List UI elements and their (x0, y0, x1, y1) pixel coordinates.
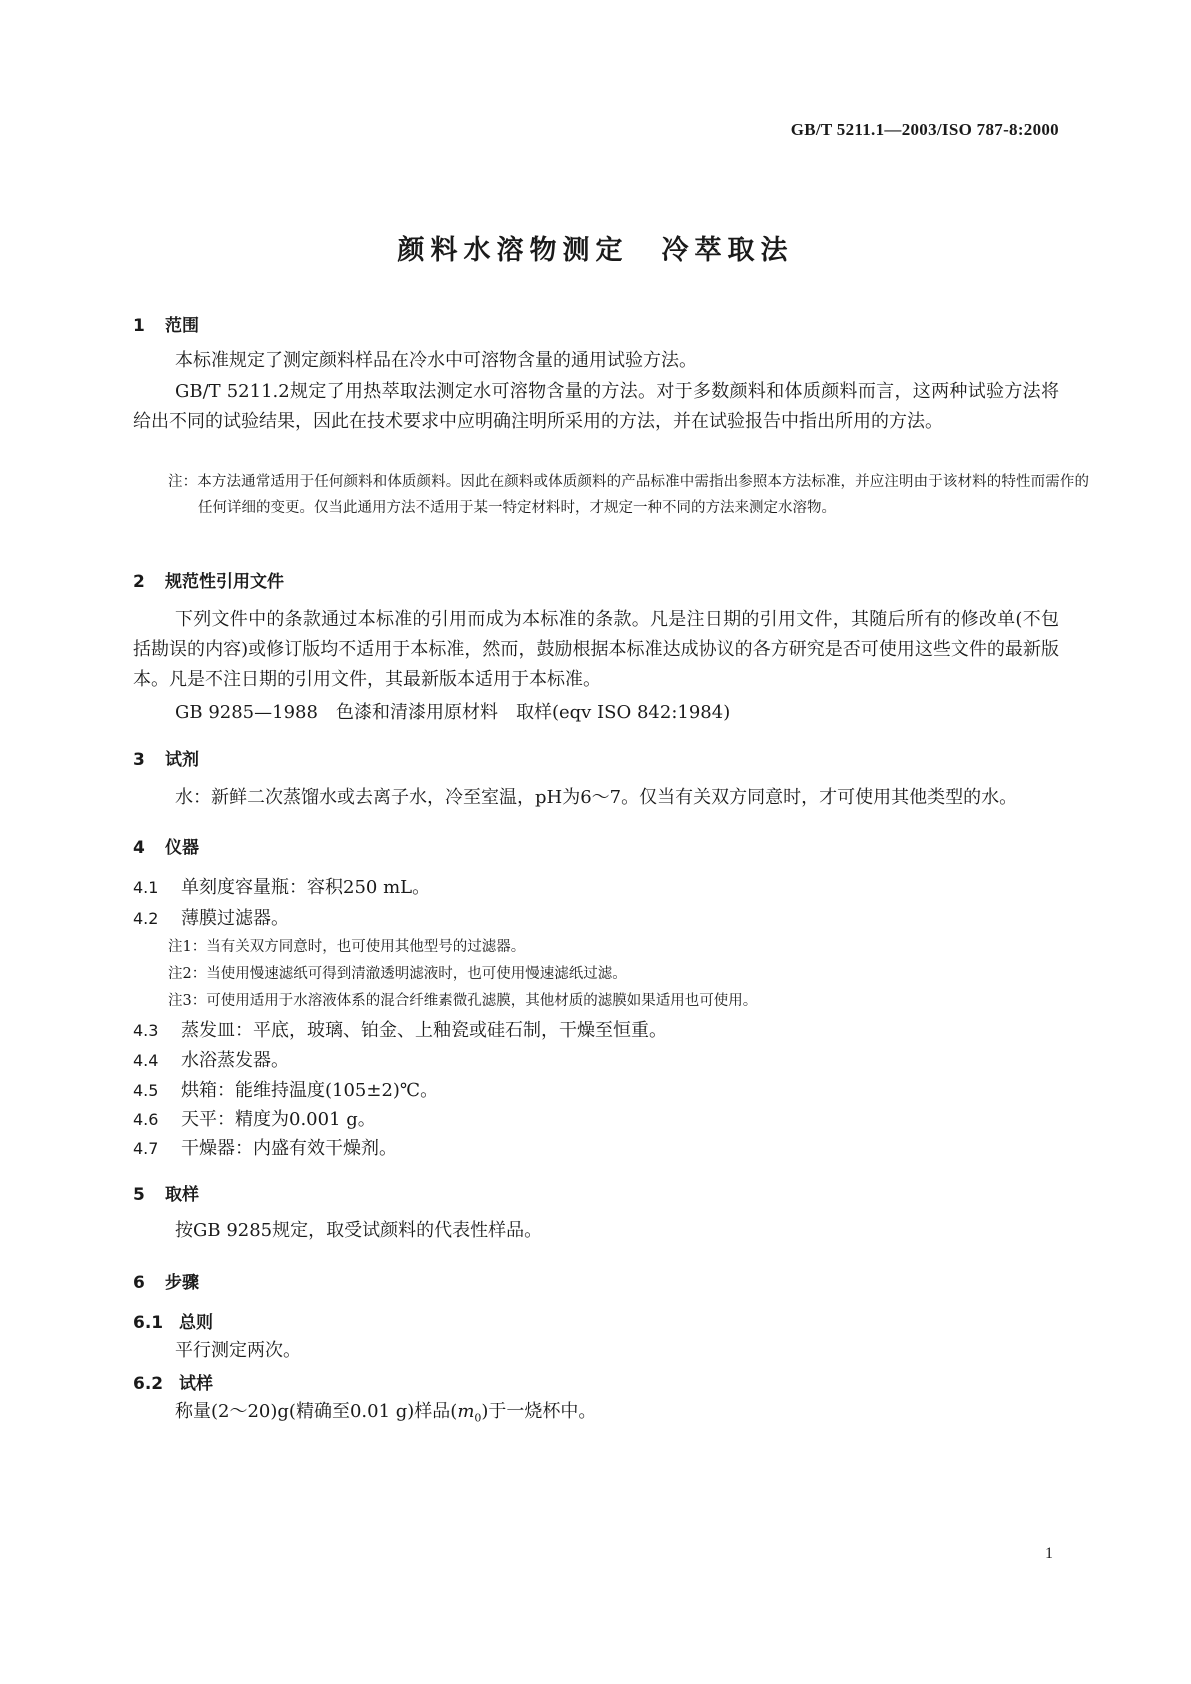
item-number: 4.2 (133, 909, 159, 928)
subsection-number: 6.2 (133, 1374, 164, 1394)
subsection-title: 试样 (179, 1374, 213, 1394)
item-number: 4.5 (133, 1081, 159, 1100)
text: )于一烧杯中。 (481, 1401, 597, 1422)
list-item (133, 904, 289, 930)
paragraph: 本标准规定了测定颜料样品在冷水中可溶物含量的通用试验方法。 (175, 350, 697, 371)
variable-subscript: 0 (474, 1411, 482, 1425)
section-title: 步骤 (165, 1273, 199, 1293)
section-6-heading (133, 1268, 199, 1293)
note: 注1：当有关双方同意时，也可使用其他型号的过滤器。 (168, 939, 526, 955)
text: 称量(2～20)g(精确至0.01 g)样品( (175, 1401, 458, 1422)
list-item (133, 1076, 438, 1102)
list-item (133, 1046, 289, 1072)
paragraph: 平行测定两次。 (175, 1340, 301, 1361)
item-text: 单刻度容量瓶：容积250 mL。 (181, 877, 431, 898)
section-number: 2 (133, 572, 145, 592)
section-2-heading (133, 567, 284, 592)
section-number: 3 (133, 750, 145, 770)
item-text: 薄膜过滤器。 (181, 908, 289, 929)
note: 注3：可使用适用于水溶液体系的混合纤维素微孔滤膜，其他材质的滤膜如果适用也可使用。 (168, 993, 758, 1009)
section-title: 范围 (165, 316, 199, 336)
standard-number: GB/T 5211.1—2003/ISO 787-8:2000 (790, 120, 1059, 139)
page-number: 1 (1045, 1545, 1053, 1562)
list-item (133, 1105, 376, 1131)
paragraph: 水：新鲜二次蒸馏水或去离子水，冷至室温，pH为6～7。仅当有关双方同意时，才可使用其他类型的水。 (175, 787, 1018, 808)
normative-reference (133, 698, 1059, 728)
section-number: 5 (133, 1185, 145, 1205)
list-item (133, 1016, 667, 1042)
section-number: 1 (133, 316, 145, 336)
section-number: 4 (133, 838, 145, 858)
item-text: 烘箱：能维持温度(105±2)℃。 (181, 1080, 439, 1101)
section-title: 试剂 (165, 750, 199, 770)
list-item (133, 873, 430, 899)
section-title: 规范性引用文件 (165, 572, 284, 592)
item-number: 4.7 (133, 1139, 159, 1158)
item-number: 4.6 (133, 1110, 159, 1129)
section-1-heading (133, 311, 199, 336)
item-number: 4.3 (133, 1021, 159, 1040)
paragraph: 下列文件中的条款通过本标准的引用而成为本标准的条款。凡是注日期的引用文件，其随后所有的修改单(不包括勘误的内容)或修订版均不适用于本标准，然而，鼓励根据本标准达成协议的各方研究是否可使用这些文件的最新版本。凡是不注日期的引用文件，其最新版本适用于本标准。 (133, 609, 1059, 690)
subsection-number: 6.1 (133, 1313, 164, 1333)
paragraph: 按GB 9285规定，取受试颜料的代表性样品。 (175, 1220, 543, 1241)
item-number: 4.1 (133, 878, 159, 897)
reference-title: 色漆和清漆用原材料 (335, 702, 498, 723)
subsection-heading (133, 1369, 213, 1394)
paragraph (133, 1397, 1059, 1434)
note: 注2：当使用慢速滤纸可得到清澈透明滤液时，也可使用慢速滤纸过滤。 (168, 966, 627, 982)
section-title: 仪器 (165, 838, 199, 858)
item-text: 水浴蒸发器。 (181, 1050, 289, 1071)
section-3-heading (133, 745, 199, 770)
subsection-title: 总则 (179, 1313, 213, 1333)
item-number: 4.4 (133, 1051, 159, 1070)
section-title: 取样 (165, 1185, 199, 1205)
item-text: 蒸发皿：平底，玻璃、铂金、上釉瓷或硅石制，干燥至恒重。 (181, 1020, 667, 1041)
page-title: 颜料水溶物测定 冷萃取法 (397, 235, 794, 266)
variable-m: m (457, 1401, 475, 1422)
reference-code: GB 9285—1988 (175, 702, 318, 723)
section-number: 6 (133, 1273, 145, 1293)
reference-tail: 取样(eqv ISO 842:1984) (515, 702, 731, 723)
note: 注：本方法通常适用于任何颜料和体质颜料。因此在颜料或体质颜料的产品标准中需指出参照本方法标准，并应注明由于该材料的特性而需作的任何详细的变更。仅当此通用方法不适用于某一特定材料时，才规定一种不同的方法来测定水溶物。 (168, 474, 1089, 516)
list-item (133, 1134, 397, 1160)
item-text: 天平：精度为0.001 g。 (181, 1109, 376, 1130)
section-5-heading (133, 1180, 199, 1205)
subsection-heading (133, 1308, 213, 1333)
section-4-heading (133, 833, 199, 858)
item-text: 干燥器：内盛有效干燥剂。 (181, 1138, 397, 1159)
paragraph: GB/T 5211.2规定了用热萃取法测定水可溶物含量的方法。对于多数颜料和体质颜料而言，这两种试验方法将给出不同的试验结果，因此在技术要求中应明确注明所采用的方法，并在试验报告中指出所用的方法。 (133, 381, 1059, 432)
